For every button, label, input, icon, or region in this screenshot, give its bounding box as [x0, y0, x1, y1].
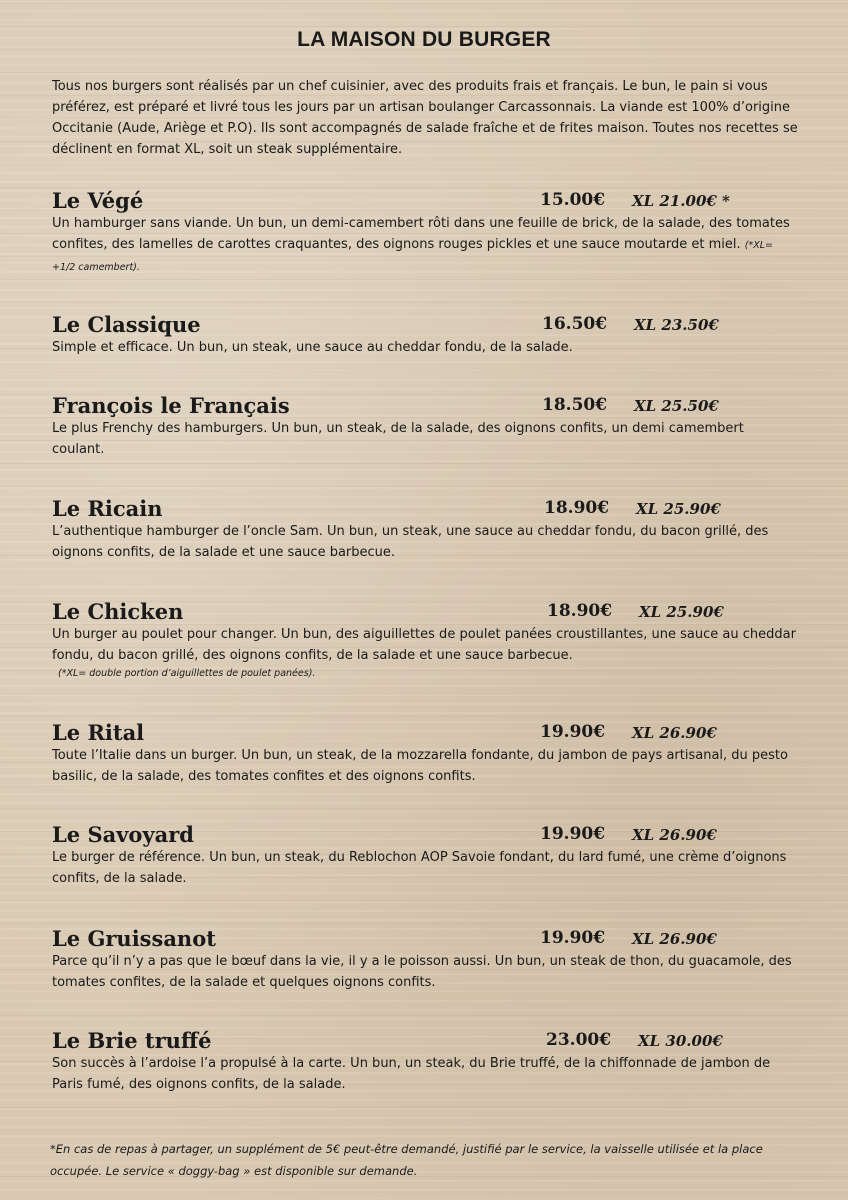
menu-item-francois [52, 393, 797, 460]
item-price-xl: XL 25.50€ [634, 397, 719, 415]
item-price-xl: XL 26.90€ [632, 724, 717, 742]
item-description: Toute l’Italie dans un burger. Un bun, un steak, de la mozzarella fondante, du jambon de pays artisanal, du pesto basilic, de la salade, des tomates confites et des oignons confits. [52, 748, 788, 784]
item-description-text: Un hamburger sans viande. Un bun, un demi-camembert rôti dans une feuille de brick, de la salade, des tomates confites, des lamelles de carottes craquantes, des oignons rouges pickles et une sauce moutarde et miel. [52, 216, 790, 252]
menu-item-vege [52, 188, 797, 278]
item-name: Le Ricain [52, 496, 163, 521]
menu-item-classique [52, 312, 797, 358]
item-price-xl: XL 21.00€ * [632, 192, 730, 210]
footnote: *En cas de repas à partager, un supplément de 5€ peut-être demandé, justifié par le service, la vaisselle utilisée et la place occupée. Le service « doggy-bag » est disponible sur demande. [50, 1142, 763, 1178]
item-price: 15.00€ [540, 190, 606, 210]
item-description: Le plus Frenchy des hamburgers. Un bun, un steak, de la salade, des oignons confits, un demi camembert coulant. [52, 421, 744, 457]
item-description: Un burger au poulet pour changer. Un bun, des aiguillettes de poulet panées croustillantes, une sauce au cheddar fondu, du bacon grillé, des oignons confits, de la salade et une sauce barbecue. [52, 627, 796, 663]
item-price: 16.50€ [542, 314, 608, 334]
item-name: Le Végé [52, 188, 144, 213]
item-name: Le Rital [52, 720, 145, 745]
item-price-xl: XL 23.50€ [634, 316, 719, 334]
item-price: 19.90€ [540, 824, 606, 844]
item-price: 19.90€ [540, 928, 606, 948]
item-price: 18.90€ [547, 601, 613, 621]
item-name: Le Gruissanot [52, 926, 216, 951]
item-name: Le Brie truffé [52, 1028, 212, 1053]
menu-item-ricain [52, 496, 797, 563]
item-price: 23.00€ [546, 1030, 612, 1050]
item-description: L’authentique hamburger de l’oncle Sam. Un bun, un steak, une sauce au cheddar fondu, du bacon grillé, des oignons confits, de la salade et une sauce barbecue. [52, 524, 769, 560]
item-price: 18.90€ [544, 498, 610, 518]
item-description [52, 213, 797, 278]
item-note: (*XL= +1/2 camembert). [52, 240, 773, 273]
menu-item-chicken [52, 599, 797, 682]
item-name: Le Chicken [52, 599, 184, 624]
menu-item-savoyard [52, 822, 797, 889]
item-price-xl: XL 26.90€ [632, 826, 717, 844]
item-price: 19.90€ [540, 722, 606, 742]
item-name: Le Classique [52, 312, 201, 337]
item-description: Parce qu’il n’y a pas que le bœuf dans la vie, il y a le poisson aussi. Un bun, un steak de thon, du guacamole, des tomates confites, de la salade et quelques oignons confits. [52, 954, 792, 990]
item-note: (*XL= double portion d’aiguillettes de poulet panées). [58, 668, 316, 679]
item-price-xl: XL 25.90€ [636, 500, 721, 518]
menu-item-brie-truffe [52, 1028, 797, 1095]
item-price: 18.50€ [542, 395, 608, 415]
item-description: Le burger de référence. Un bun, un steak, du Reblochon AOP Savoie fondant, du lard fumé, une crème d’oignons confits, de la salade. [52, 850, 787, 886]
item-price-xl: XL 30.00€ [638, 1032, 723, 1050]
item-description: Simple et efficace. Un bun, un steak, une sauce au cheddar fondu, de la salade. [52, 340, 573, 355]
menu-item-gruissanot [52, 926, 797, 993]
item-price-xl: XL 25.90€ [639, 603, 724, 621]
page-title: LA MAISON DU BURGER [297, 28, 551, 51]
item-name: Le Savoyard [52, 822, 194, 847]
item-price-xl: XL 26.90€ [632, 930, 717, 948]
item-description: Son succès à l’ardoise l’a propulsé à la carte. Un bun, un steak, du Brie truffé, de la chiffonnade de jambon de Paris fumé, des oignons confits, de la salade. [52, 1056, 771, 1092]
menu-item-rital [52, 720, 797, 787]
intro-text: Tous nos burgers sont réalisés par un chef cuisinier, avec des produits frais et français. Le bun, le pain si vous préférez, est préparé et livré tous les jours par un artisan boulanger Carcassonnais. La viande est 100% d’origine Occitanie (Aude, Ariège et P.O). Ils sont accompagnés de salade fraîche et de frites maison. Toutes nos recettes se déclinent en format XL, soit un steak supplémentaire. [52, 79, 798, 157]
item-name: François le Français [52, 393, 290, 418]
